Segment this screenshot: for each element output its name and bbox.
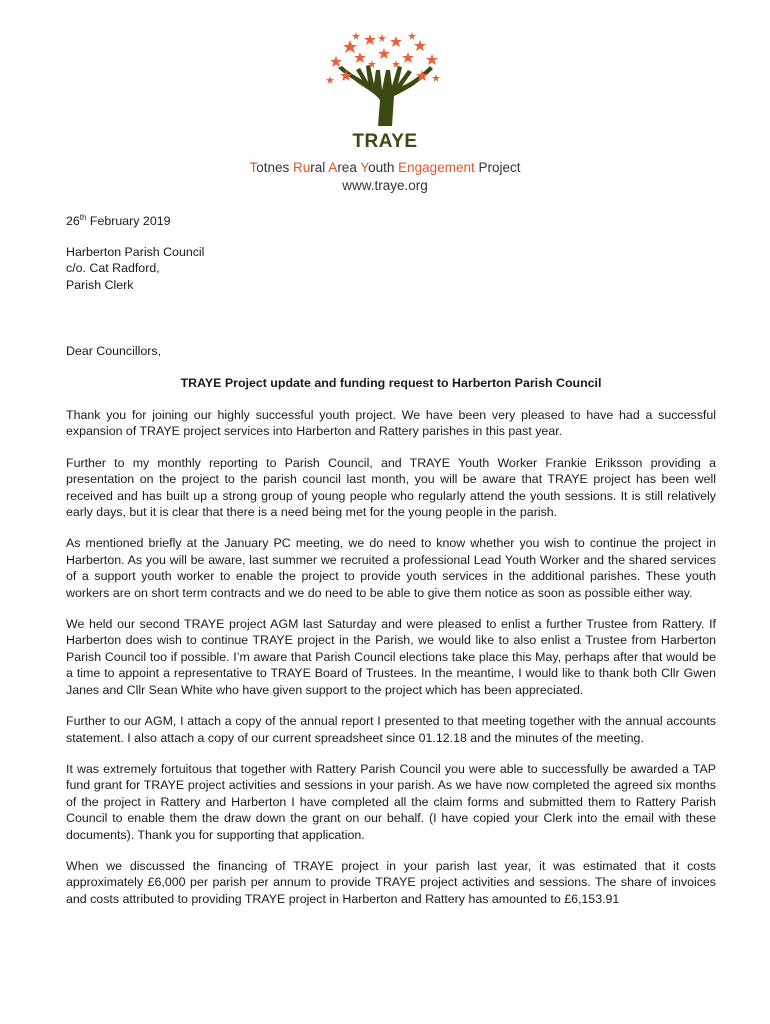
tagline-part: A xyxy=(328,160,338,175)
salutation: Dear Councillors, xyxy=(66,344,162,358)
tagline-part: outh xyxy=(368,160,399,175)
paragraph: It was extremely fortuitous that together with Rattery Parish Council you were able to successfully be awarded a TAP fund grant for TRAYE project activities and sessions in your parish. As we have now completed the agreed six months of the project in Rattery and Harberton I have completed all the claim forms and submitted them to Rattery Parish Council to enable them the draw down the grant on our behalf. (I have copied your Clerk into the email with these documents). Thank you for supporting that application. xyxy=(66,761,716,842)
paragraph: Further to our AGM, I attach a copy of the annual report I presented to that meeting together with the annual accounts statement. I also attach a copy of our current spreadsheet since 01.12.18 and the minutes of the meeting. xyxy=(66,714,716,745)
date-suffix: th xyxy=(79,213,87,222)
paragraph: As mentioned briefly at the January PC meeting, we do need to know whether you wish to continue the project in Harberton. As you will be aware, last summer we recruited a professional Lead Youth Worker and the shared services of a support youth worker to enable the project to provide youth services in the additional parishes. These youth workers are on short term contracts and we do need to be able to give them notice as soon as possible either way. xyxy=(66,536,716,600)
letter-date xyxy=(66,210,716,230)
paragraph: When we discussed the financing of TRAYE project in your parish last year, it was estimated that it costs approximately £6,000 per parish per annum to provide TRAYE project activities and sessions. The share of invoices and costs attributed to providing TRAYE project in Harberton and Rattery has amounted to £6,153.91 xyxy=(66,858,716,906)
date-rest: February 2019 xyxy=(86,214,171,229)
tagline-part: ngagement xyxy=(407,160,475,175)
date-day: 26 xyxy=(66,214,80,229)
brand-name: TRAYE xyxy=(352,131,418,152)
tagline-part: Ru xyxy=(293,160,311,175)
tagline-part: rea xyxy=(337,160,361,175)
tagline-part: Y xyxy=(360,160,369,175)
address-line: Harberton Parish Council xyxy=(66,245,205,259)
letter-body xyxy=(66,407,716,922)
letter-subject: TRAYE Project update and funding request to Harberton Parish Council xyxy=(180,376,602,390)
tagline-part: ral xyxy=(310,160,329,175)
address-line: Parish Clerk xyxy=(66,277,134,292)
paragraph: Further to my monthly reporting to Parish Council, and TRAYE Youth Worker Frankie Eriksson providing a presentation on the project to the parish council last month, you will be aware that TRAYE project has been well received and has built up a strong group of young people who regularly attend the youth sessions. It is still relatively early days, but it is clear that there is a need being met for the young people in the parish. xyxy=(66,455,716,520)
tree-hands-icon xyxy=(326,30,444,126)
tagline-part: T xyxy=(249,160,257,175)
project-tagline xyxy=(0,160,770,175)
recipient-address xyxy=(66,244,716,293)
tagline-part: E xyxy=(398,160,408,175)
address-line: c/o. Cat Radford, xyxy=(66,261,160,276)
tagline-part: otnes xyxy=(256,160,294,175)
tagline-part: Project xyxy=(474,160,521,175)
paragraph: We held our second TRAYE project AGM last Saturday and were pleased to enlist a further Trustee from Rattery. If Harberton does wish to continue TRAYE project in the Parish, we would like to also enlist a Trustee from Harberton Parish Council too if possible. I’m aware that Parish Council elections take place this May, perhaps after that would be a time to appoint a representative to TRAYE Board of Trustees. In the meantime, I would like to thank both Cllr Gwen Janes and Cllr Sean White who have given support to the project which has been appreciated. xyxy=(66,617,716,697)
paragraph: Thank you for joining our highly successful youth project. We have been very pleased to have had a successful expansion of TRAYE project services into Harberton and Rattery parishes in this past year. xyxy=(66,408,716,439)
website-url[interactable]: www.traye.org xyxy=(342,178,428,193)
